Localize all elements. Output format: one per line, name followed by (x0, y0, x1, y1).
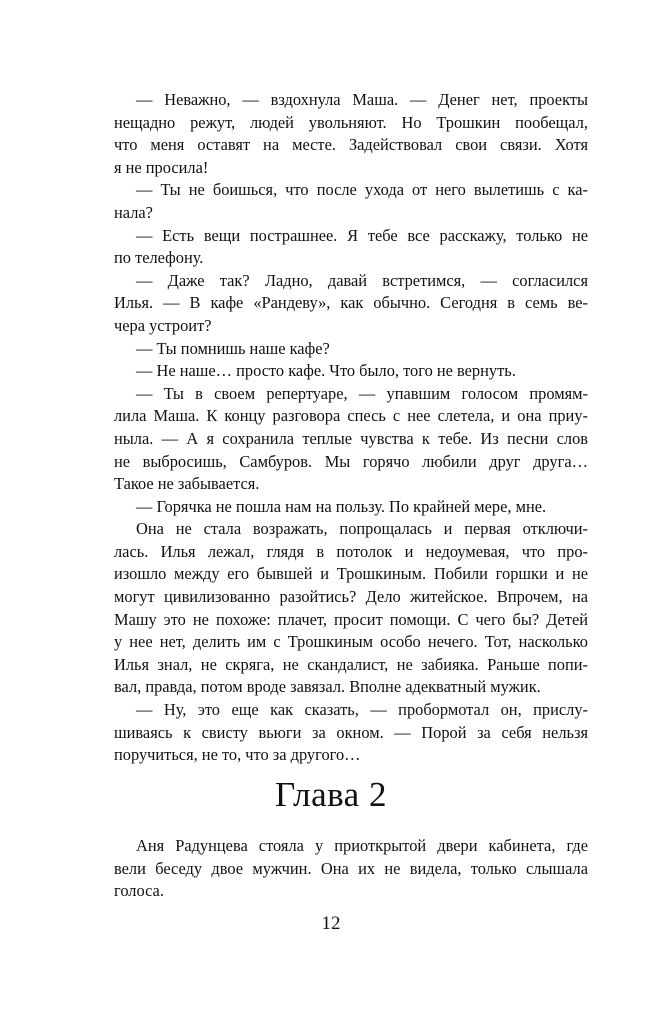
text-line: я не просила! (114, 157, 209, 177)
text-line: — Даже так? Ладно, давай встретимся, — согласился (136, 270, 588, 290)
text-line: Машу это не похоже: плачет, просит помощи. С чего бы? Детей (114, 609, 588, 629)
text-line: — Неважно, — вздохнула Маша. — Денег нет, проекты (136, 90, 588, 109)
text-line: — Горячка не пошла нам на пользу. По крайней мере, мне. (136, 496, 547, 516)
chapter-title: Глава 2 (275, 775, 387, 814)
text-line: Илья знал, не скряга, не скандалист, не забияка. Раньше попи- (114, 654, 588, 674)
text-line: ныла. — А я сохранила теплые чувства к тебе. Из песни слов (114, 428, 588, 448)
text-line: у нее нет, делить им с Трошкиным особо нечего. Тот, насколько (114, 632, 588, 652)
text-line: нещадно режут, людей увольняют. Но Трошкин пообещал, (114, 112, 588, 132)
text-line: чера устроит? (114, 315, 212, 335)
text-line: изошло между его бывшей и Трошкиным. Побили горшки и не (114, 564, 588, 584)
text-line: — Есть вещи пострашнее. Я тебе все расскажу, только не (136, 225, 588, 245)
text-line: — Не наше… просто кафе. Что было, того не вернуть. (136, 361, 516, 381)
text-line: поручиться, не то, что за другого… (114, 745, 361, 765)
text-line: вели беседу двое мужчин. Она их не видела, только слышала (114, 858, 588, 878)
body-text (114, 89, 588, 767)
text-line: Она не стала возражать, попрощалась и первая отключи- (136, 519, 588, 539)
text-line: — Ты помнишь наше кафе? (136, 338, 330, 358)
chapter-opening-text (114, 835, 588, 903)
text-line: что меня оставят на месте. Задействовал свои связи. Хотя (114, 135, 588, 155)
text-line: Такое не забывается. (114, 474, 260, 494)
text-line: Илья. — В кафе «Рандеву», как обычно. Сегодня в семь ве- (114, 293, 588, 313)
text-line: нала? (114, 202, 153, 222)
text-line: голоса. (114, 881, 164, 901)
text-line: по телефону. (114, 248, 204, 268)
text-line: — Ты не боишься, что после ухода от него вылетишь с ка- (136, 180, 588, 200)
text-line: — Ты в своем репертуаре, — упавшим голосом промям- (136, 383, 588, 403)
text-line: лась. Илья лежал, глядя в потолок и недоумевая, что про- (114, 541, 588, 561)
text-line: лила Маша. К концу разговора спесь с нее слетела, и она приу- (114, 406, 588, 426)
page-number: 12 (321, 913, 341, 934)
text-line: вал, правда, потом вроде завязал. Вполне адекватный мужик. (114, 677, 541, 697)
text-line: не выбросишь, Самбуров. Мы горячо любили друг друга… (114, 451, 588, 471)
text-line: Аня Радунцева стояла у приоткрытой двери кабинета, где (136, 836, 588, 855)
text-line: шиваясь к свисту вьюги за окном. — Порой за себя нельзя (114, 722, 588, 742)
text-line: — Ну, это еще как сказать, — пробормотал он, прислу- (136, 700, 588, 720)
text-line: могут цивилизованно разойтись? Дело житейское. Впрочем, на (114, 587, 588, 607)
